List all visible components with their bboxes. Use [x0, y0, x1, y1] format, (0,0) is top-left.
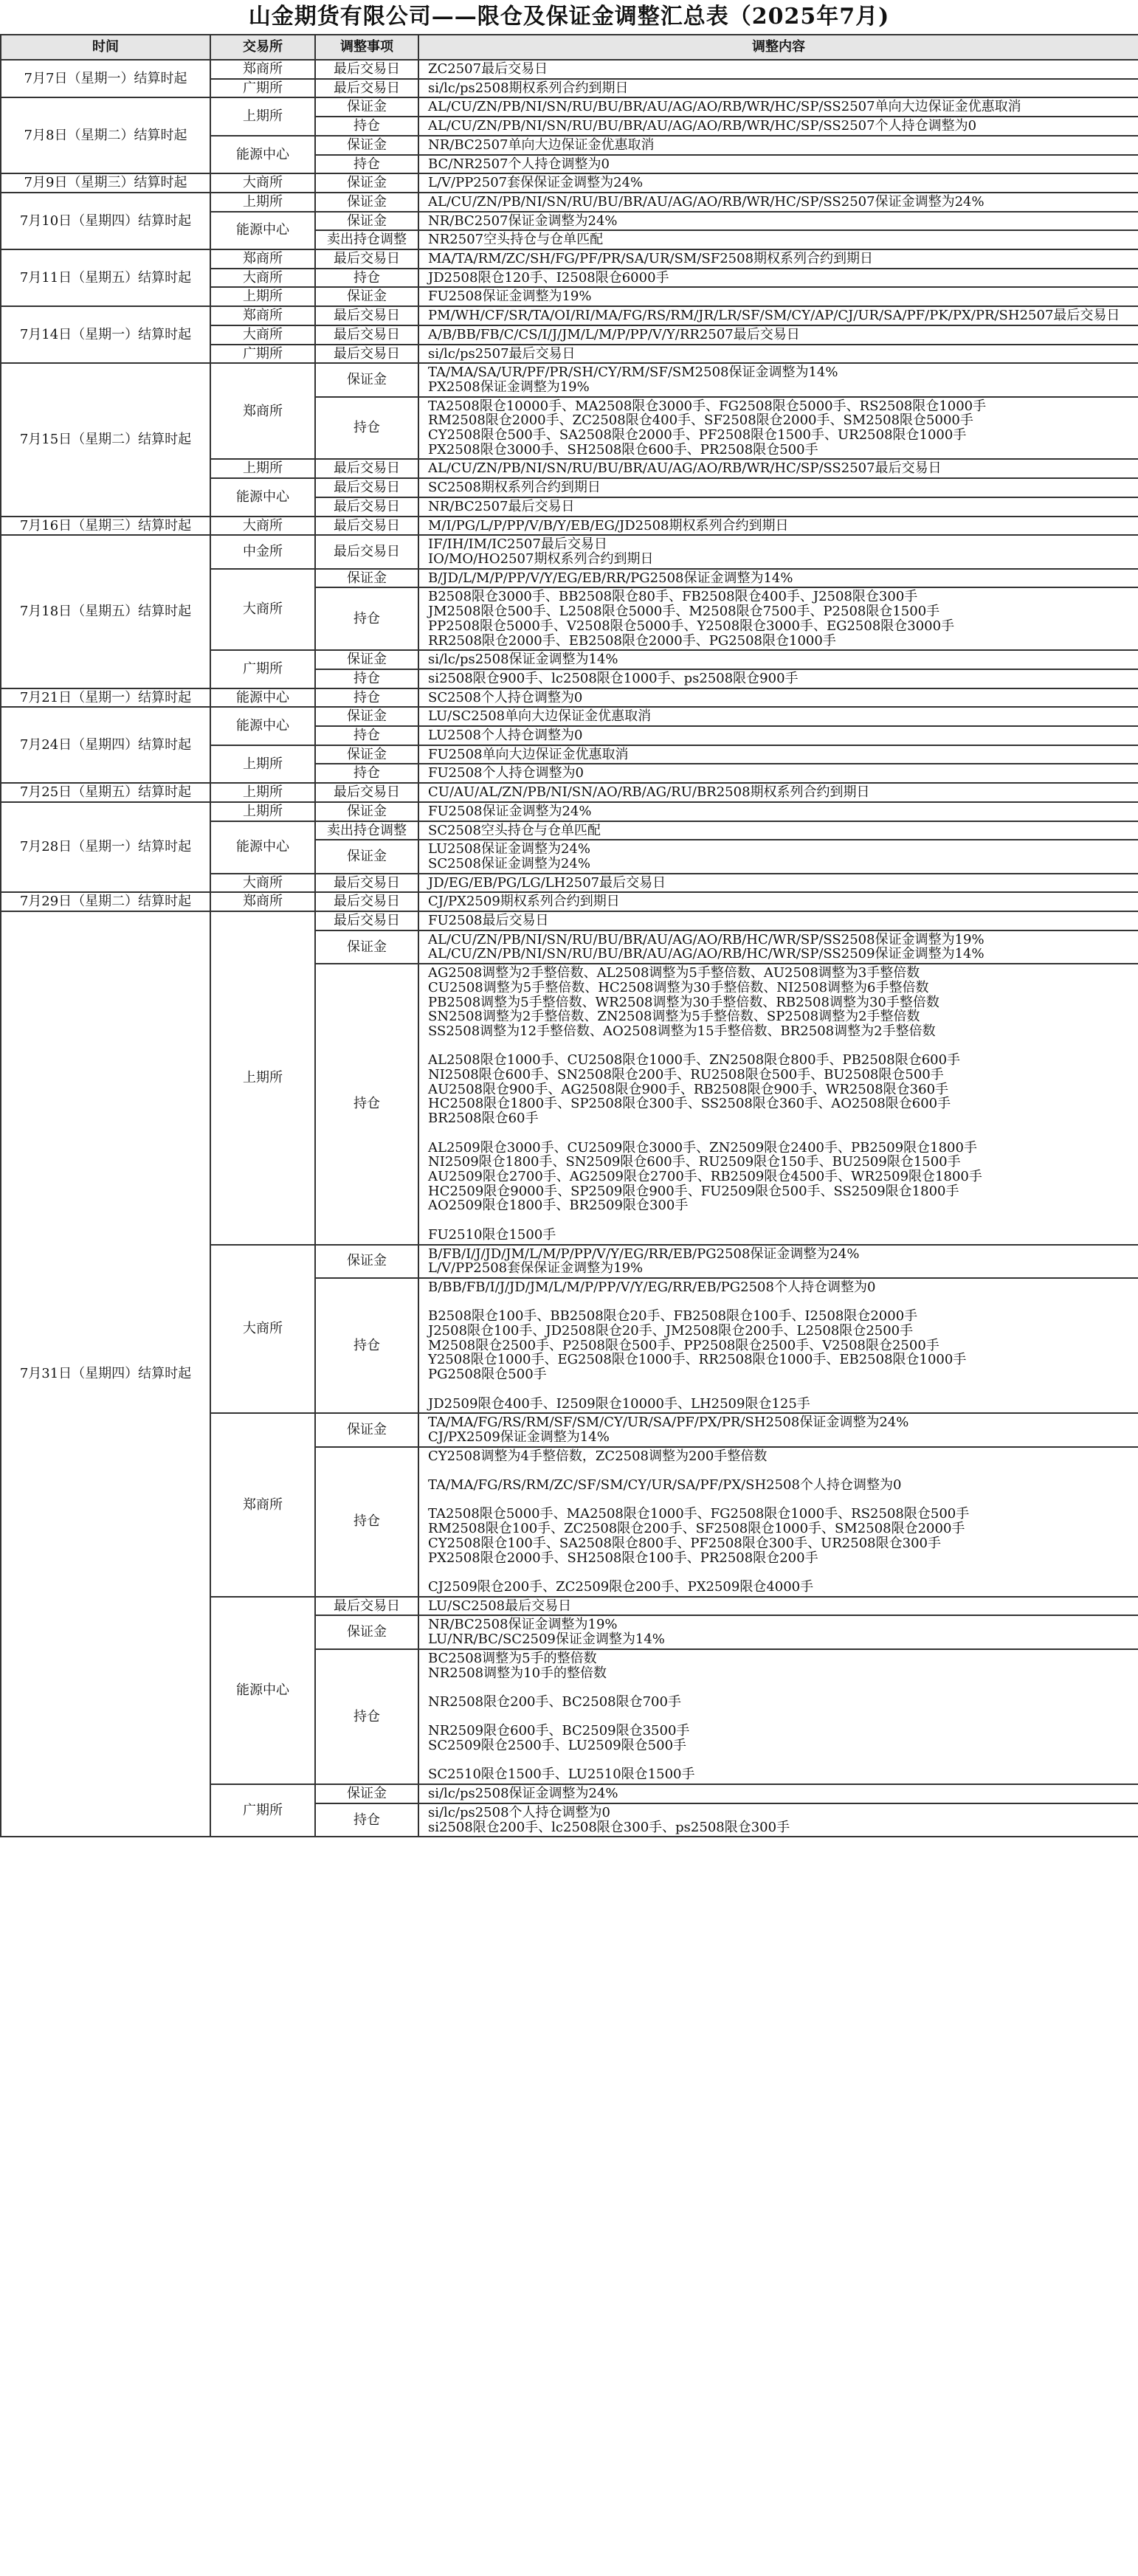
- exchange-cell: 大商所: [210, 1245, 315, 1414]
- adjustment-content-cell: AL/CU/ZN/PB/NI/SN/RU/BU/BR/AU/AG/AO/RB/WR/HC/SP/SS2507单向大边保证金优惠取消: [418, 97, 1138, 117]
- date-cell: 7月29日（星期二）结算时起: [1, 892, 210, 911]
- exchange-cell: 郑商所: [210, 60, 315, 79]
- header-content: 调整内容: [418, 35, 1138, 60]
- adjustment-type-cell: 最后交易日: [315, 535, 418, 568]
- adjustment-type-cell: 持仓: [315, 587, 418, 650]
- table-row: [1, 783, 1138, 802]
- exchange-cell: 广期所: [210, 1784, 315, 1837]
- adjustment-content-cell: B/FB/I/J/JD/JM/L/M/P/PP/V/Y/EG/RR/EB/PG2508保证金调整为24% L/V/PP2508套保保证金调整为19%: [418, 1245, 1138, 1278]
- adjustment-type-cell: 最后交易日: [315, 306, 418, 325]
- adjustment-content-cell: FU2508保证金调整为19%: [418, 287, 1138, 306]
- adjustment-content-cell: IF/IH/IM/IC2507最后交易日 IO/MO/HO2507期权系列合约到期日: [418, 535, 1138, 568]
- exchange-cell: 广期所: [210, 650, 315, 688]
- date-cell: 7月25日（星期五）结算时起: [1, 783, 210, 802]
- adjustment-content-cell: FU2508最后交易日: [418, 911, 1138, 930]
- adjustment-content-cell: B/BB/FB/I/J/JD/JM/L/M/P/PP/V/Y/EG/RR/EB/PG2508个人持仓调整为0 B2508限仓100手、BB2508限仓20手、FB2508限仓100手、I2508限仓2000手 J2508限仓100手、JD2508限仓20手、JM2508限仓200手、L2508限仓2500手 M2508限仓2500手、P2508限仓500手、PP2508限仓2500手、V2508限仓2500手 Y2508限仓1000手、EG2508限仓1000手、RR2508限仓1000手、EB2508限仓1000手 PG2508限仓500手 JD2509限仓400手、I2509限仓10000手、LH2509限仓125手: [418, 1278, 1138, 1413]
- table-row: [1, 97, 1138, 117]
- adjustment-content-cell: BC2508调整为5手的整倍数 NR2508调整为10手的整倍数 NR2508限仓200手、BC2508限仓700手 NR2509限仓600手、BC2509限仓3500手 SC2509限仓2500手、LU2509限仓500手 SC2510限仓1500手、LU2510限仓1500手: [418, 1649, 1138, 1784]
- adjustment-type-cell: 最后交易日: [315, 478, 418, 497]
- exchange-cell: 能源中心: [210, 707, 315, 745]
- adjustment-type-cell: 保证金: [315, 97, 418, 117]
- adjustment-type-cell: 持仓: [315, 669, 418, 688]
- date-cell: 7月9日（星期三）结算时起: [1, 173, 210, 193]
- date-cell: 7月28日（星期一）结算时起: [1, 802, 210, 893]
- adjustment-content-cell: JD/EG/EB/PG/LG/LH2507最后交易日: [418, 874, 1138, 893]
- table-row: [1, 535, 1138, 568]
- date-cell: 7月10日（星期四）结算时起: [1, 193, 210, 249]
- exchange-cell: 大商所: [210, 569, 315, 651]
- adjustment-type-cell: 持仓: [315, 1447, 418, 1597]
- exchange-cell: 中金所: [210, 535, 315, 568]
- adjustment-content-cell: SC2508期权系列合约到期日: [418, 478, 1138, 497]
- adjustment-type-cell: 最后交易日: [315, 60, 418, 79]
- adjustment-content-cell: CU/AU/AL/ZN/PB/NI/SN/AO/RB/AG/RU/BR2508期权系列合约到期日: [418, 783, 1138, 802]
- exchange-cell: 郑商所: [210, 363, 315, 459]
- adjustment-type-cell: 持仓: [315, 764, 418, 783]
- date-cell: 7月11日（星期五）结算时起: [1, 249, 210, 306]
- adjustment-content-cell: AL/CU/ZN/PB/NI/SN/RU/BU/BR/AU/AG/AO/RB/WR/HC/SP/SS2507个人持仓调整为0: [418, 117, 1138, 136]
- exchange-cell: 大商所: [210, 269, 315, 288]
- date-cell: 7月16日（星期三）结算时起: [1, 517, 210, 536]
- adjustment-content-cell: B2508限仓3000手、BB2508限仓80手、FB2508限仓400手、J2508限仓300手 JM2508限仓500手、L2508限仓5000手、M2508限仓7500手、P2508限仓1500手 PP2508限仓5000手、V2508限仓5000手、Y2508限仓3000手、EG2508限仓3000手 RR2508限仓2000手、EB2508限仓2000手、PG2508限仓1000手: [418, 587, 1138, 650]
- adjustment-type-cell: 保证金: [315, 1245, 418, 1278]
- exchange-cell: 能源中心: [210, 212, 315, 249]
- adjustment-content-cell: si/lc/ps2508个人持仓调整为0 si2508限仓200手、lc2508限仓300手、ps2508限仓300手: [418, 1803, 1138, 1837]
- adjustment-content-cell: NR/BC2508保证金调整为19% LU/NR/BC/SC2509保证金调整为14%: [418, 1615, 1138, 1648]
- adjustment-type-cell: 卖出持仓调整: [315, 230, 418, 249]
- date-cell: 7月31日（星期四）结算时起: [1, 911, 210, 1837]
- adjustment-content-cell: si2508限仓900手、lc2508限仓1000手、ps2508限仓900手: [418, 669, 1138, 688]
- exchange-cell: 大商所: [210, 874, 315, 893]
- adjustment-type-cell: 持仓: [315, 726, 418, 745]
- adjustment-type-cell: 持仓: [315, 1649, 418, 1784]
- adjustment-type-cell: 最后交易日: [315, 874, 418, 893]
- adjustment-content-cell: si/lc/ps2507最后交易日: [418, 345, 1138, 364]
- adjustment-content-cell: TA2508限仓10000手、MA2508限仓3000手、FG2508限仓5000手、RS2508限仓1000手 RM2508限仓2000手、ZC2508限仓400手、SF2508限仓2000手、SM2508限仓5000手 CY2508限仓500手、SA2508限仓2000手、PF2508限仓1500手、UR2508限仓1000手 PX2508限仓3000手、SH2508限仓600手、PR2508限仓500手: [418, 397, 1138, 460]
- exchange-cell: 能源中心: [210, 1597, 315, 1784]
- adjustment-content-cell: NR2507空头持仓与仓单匹配: [418, 230, 1138, 249]
- adjustment-type-cell: 保证金: [315, 173, 418, 193]
- adjustment-content-cell: LU/SC2508单向大边保证金优惠取消: [418, 707, 1138, 726]
- adjustment-content-cell: PM/WH/CF/SR/TA/OI/RI/MA/FG/RS/RM/JR/LR/SF/SM/CY/AP/CJ/UR/SA/PF/PK/PX/PR/SH2507最后交易日: [418, 306, 1138, 325]
- adjustment-type-cell: 持仓: [315, 1803, 418, 1837]
- page-title: 山金期货有限公司——限仓及保证金调整汇总表（2025年7月): [248, 4, 890, 30]
- exchange-cell: 上期所: [210, 802, 315, 821]
- adjustment-content-cell: si/lc/ps2508保证金调整为14%: [418, 650, 1138, 669]
- adjustment-type-cell: 保证金: [315, 1784, 418, 1803]
- exchange-cell: 能源中心: [210, 136, 315, 173]
- exchange-cell: 大商所: [210, 517, 315, 536]
- table-row: [1, 363, 1138, 396]
- exchange-cell: 郑商所: [210, 306, 315, 325]
- adjustment-table: [0, 34, 1138, 1837]
- adjustment-type-cell: 最后交易日: [315, 1597, 418, 1616]
- date-cell: 7月24日（星期四）结算时起: [1, 707, 210, 783]
- table-row: [1, 707, 1138, 726]
- adjustment-type-cell: 持仓: [315, 269, 418, 288]
- adjustment-content-cell: SC2508空头持仓与仓单匹配: [418, 821, 1138, 840]
- adjustment-content-cell: LU/SC2508最后交易日: [418, 1597, 1138, 1616]
- date-cell: 7月8日（星期二）结算时起: [1, 97, 210, 173]
- adjustment-content-cell: SC2508个人持仓调整为0: [418, 688, 1138, 708]
- adjustment-type-cell: 最后交易日: [315, 79, 418, 98]
- adjustment-type-cell: 保证金: [315, 802, 418, 821]
- header-exchange: 交易所: [210, 35, 315, 60]
- adjustment-type-cell: 最后交易日: [315, 459, 418, 478]
- exchange-cell: 大商所: [210, 325, 315, 345]
- adjustment-type-cell: 保证金: [315, 707, 418, 726]
- adjustment-content-cell: ZC2507最后交易日: [418, 60, 1138, 79]
- adjustment-type-cell: 最后交易日: [315, 345, 418, 364]
- table-row: [1, 688, 1138, 708]
- date-cell: 7月21日（星期一）结算时起: [1, 688, 210, 708]
- table-body: [1, 60, 1138, 1837]
- exchange-cell: 上期所: [210, 911, 315, 1244]
- date-cell: 7月15日（星期二）结算时起: [1, 363, 210, 516]
- date-cell: 7月7日（星期一）结算时起: [1, 60, 210, 97]
- adjustment-content-cell: FU2508单向大边保证金优惠取消: [418, 745, 1138, 764]
- exchange-cell: 能源中心: [210, 821, 315, 874]
- adjustment-content-cell: CY2508调整为4手整倍数，ZC2508调整为200手整倍数 TA/MA/FG/RS/RM/ZC/SF/SM/CY/UR/SA/PF/PX/SH2508个人持仓调整为0 TA2508限仓5000手、MA2508限仓1000手、FG2508限仓1000手、RS2508限仓500手 RM2508限仓100手、ZC2508限仓200手、SF2508限仓1000手、SM2508限仓2000手 CY2508限仓100手、SA2508限仓800手、PF2508限仓300手、UR2508限仓300手 PX2508限仓2000手、SH2508限仓100手、PR2508限仓200手 CJ2509限仓200手、ZC2509限仓200手、PX2509限仓4000手: [418, 1447, 1138, 1597]
- exchange-cell: 郑商所: [210, 1413, 315, 1596]
- date-cell: 7月14日（星期一）结算时起: [1, 306, 210, 363]
- adjustment-type-cell: 持仓: [315, 155, 418, 174]
- adjustment-content-cell: MA/TA/RM/ZC/SH/FG/PF/PR/SA/UR/SM/SF2508期权系列合约到期日: [418, 249, 1138, 269]
- table-row: [1, 306, 1138, 325]
- table-row: [1, 802, 1138, 821]
- table-row: [1, 193, 1138, 212]
- exchange-cell: 大商所: [210, 173, 315, 193]
- exchange-cell: 郑商所: [210, 892, 315, 911]
- adjustment-content-cell: AG2508调整为2手整倍数、AL2508调整为5手整倍数、AU2508调整为3手整倍数 CU2508调整为5手整倍数、HC2508调整为30手整倍数、NI2508调整为6手整倍数 PB2508调整为5手整倍数、WR2508调整为30手整倍数、RB2508调整为30手整倍数 SN2508调整为2手整倍数、ZN2508调整为5手整倍数、SP2508调整为2手整倍数 SS2508调整为12手整倍数、AO2508调整为15手整倍数、BR2508调整为2手整倍数 AL2508限仓1000手、CU2508限仓1000手、ZN2508限仓800手、PB2508限仓600手 NI2508限仓600手、SN2508限仓200手、RU2508限仓500手、BU2508限仓500手 AU2508限仓900手、AG2508限仓900手、RB2508限仓900手、WR2508限仓360手 HC2508限仓1800手、SP2508限仓300手、SS2508限仓360手、AO2508限仓600手 BR2508限仓60手 AL2509限仓3000手、CU2509限仓3000手、ZN2509限仓2400手、PB2509限仓1800手 NI2509限仓1800手、SN2509限仓600手、RU2509限仓150手、BU2509限仓1500手 AU2509限仓2700手、AG2509限仓2700手、RB2509限仓4500手、WR2509限仓1800手 HC2509限仓9000手、SP2509限仓900手、FU2509限仓500手、SS2509限仓1800手 AO2509限仓1800手、BR2509限仓300手 FU2510限仓1500手: [418, 964, 1138, 1244]
- adjustment-content-cell: JD2508限仓120手、I2508限仓6000手: [418, 269, 1138, 288]
- adjustment-type-cell: 最后交易日: [315, 517, 418, 536]
- adjustment-content-cell: NR/BC2507保证金调整为24%: [418, 212, 1138, 231]
- adjustment-content-cell: si/lc/ps2508保证金调整为24%: [418, 1784, 1138, 1803]
- adjustment-content-cell: FU2508个人持仓调整为0: [418, 764, 1138, 783]
- adjustment-content-cell: LU2508个人持仓调整为0: [418, 726, 1138, 745]
- adjustment-type-cell: 持仓: [315, 1278, 418, 1413]
- exchange-cell: 上期所: [210, 193, 315, 212]
- adjustment-type-cell: 保证金: [315, 745, 418, 764]
- table-row: [1, 173, 1138, 193]
- exchange-cell: 郑商所: [210, 249, 315, 269]
- header-row: [1, 35, 1138, 60]
- table-row: [1, 892, 1138, 911]
- adjustment-type-cell: 保证金: [315, 287, 418, 306]
- adjustment-type-cell: 最后交易日: [315, 325, 418, 345]
- adjustment-type-cell: 最后交易日: [315, 249, 418, 269]
- adjustment-content-cell: AL/CU/ZN/PB/NI/SN/RU/BU/BR/AU/AG/AO/RB/HC/WR/SP/SS2508保证金调整为19% AL/CU/ZN/PB/NI/SN/RU/BU/BR/AU/AG/AO/RB/HC/WR/SP/SS2509保证金调整为14%: [418, 930, 1138, 964]
- date-cell: 7月18日（星期五）结算时起: [1, 535, 210, 688]
- adjustment-type-cell: 保证金: [315, 1413, 418, 1446]
- exchange-cell: 上期所: [210, 745, 315, 783]
- adjustment-type-cell: 最后交易日: [315, 783, 418, 802]
- exchange-cell: 上期所: [210, 459, 315, 478]
- exchange-cell: 上期所: [210, 287, 315, 306]
- adjustment-content-cell: NR/BC2507最后交易日: [418, 497, 1138, 517]
- adjustment-content-cell: M/I/PG/L/P/PP/V/B/Y/EB/EG/JD2508期权系列合约到期日: [418, 517, 1138, 536]
- adjustment-type-cell: 卖出持仓调整: [315, 821, 418, 840]
- adjustment-type-cell: 保证金: [315, 136, 418, 155]
- adjustment-type-cell: 持仓: [315, 964, 418, 1244]
- exchange-cell: 上期所: [210, 783, 315, 802]
- adjustment-content-cell: L/V/PP2507套保保证金调整为24%: [418, 173, 1138, 193]
- adjustment-type-cell: 持仓: [315, 397, 418, 460]
- adjustment-type-cell: 保证金: [315, 840, 418, 873]
- exchange-cell: 能源中心: [210, 478, 315, 516]
- adjustment-content-cell: AL/CU/ZN/PB/NI/SN/RU/BU/BR/AU/AG/AO/RB/WR/HC/SP/SS2507最后交易日: [418, 459, 1138, 478]
- exchange-cell: 能源中心: [210, 688, 315, 708]
- table-row: [1, 249, 1138, 269]
- header-date: 时间: [1, 35, 210, 60]
- adjustment-type-cell: 持仓: [315, 688, 418, 708]
- adjustment-content-cell: TA/MA/FG/RS/RM/SF/SM/CY/UR/SA/PF/PX/PR/SH2508保证金调整为24% CJ/PX2509保证金调整为14%: [418, 1413, 1138, 1446]
- adjustment-type-cell: 保证金: [315, 212, 418, 231]
- table-row: [1, 60, 1138, 79]
- adjustment-content-cell: A/B/BB/FB/C/CS/I/J/JM/L/M/P/PP/V/Y/RR2507最后交易日: [418, 325, 1138, 345]
- adjustment-content-cell: TA/MA/SA/UR/PF/PR/SH/CY/RM/SF/SM2508保证金调整为14% PX2508保证金调整为19%: [418, 363, 1138, 396]
- header-type: 调整事项: [315, 35, 418, 60]
- adjustment-type-cell: 保证金: [315, 569, 418, 588]
- adjustment-type-cell: 最后交易日: [315, 892, 418, 911]
- adjustment-type-cell: 最后交易日: [315, 911, 418, 930]
- exchange-cell: 上期所: [210, 97, 315, 135]
- table-row: [1, 911, 1138, 930]
- adjustment-type-cell: 保证金: [315, 930, 418, 964]
- adjustment-type-cell: 持仓: [315, 117, 418, 136]
- adjustment-content-cell: BC/NR2507个人持仓调整为0: [418, 155, 1138, 174]
- adjustment-content-cell: si/lc/ps2508期权系列合约到期日: [418, 79, 1138, 98]
- exchange-cell: 广期所: [210, 79, 315, 98]
- adjustment-content-cell: LU2508保证金调整为24% SC2508保证金调整为24%: [418, 840, 1138, 873]
- table-row: [1, 517, 1138, 536]
- adjustment-type-cell: 保证金: [315, 363, 418, 396]
- adjustment-content-cell: B/JD/L/M/P/PP/V/Y/EG/EB/RR/PG2508保证金调整为14%: [418, 569, 1138, 588]
- adjustment-content-cell: NR/BC2507单向大边保证金优惠取消: [418, 136, 1138, 155]
- adjustment-type-cell: 保证金: [315, 193, 418, 212]
- adjustment-content-cell: AL/CU/ZN/PB/NI/SN/RU/BU/BR/AU/AG/AO/RB/WR/HC/SP/SS2507保证金调整为24%: [418, 193, 1138, 212]
- adjustment-content-cell: CJ/PX2509期权系列合约到期日: [418, 892, 1138, 911]
- adjustment-type-cell: 最后交易日: [315, 497, 418, 517]
- adjustment-type-cell: 保证金: [315, 650, 418, 669]
- adjustment-content-cell: FU2508保证金调整为24%: [418, 802, 1138, 821]
- exchange-cell: 广期所: [210, 345, 315, 364]
- adjustment-type-cell: 保证金: [315, 1615, 418, 1648]
